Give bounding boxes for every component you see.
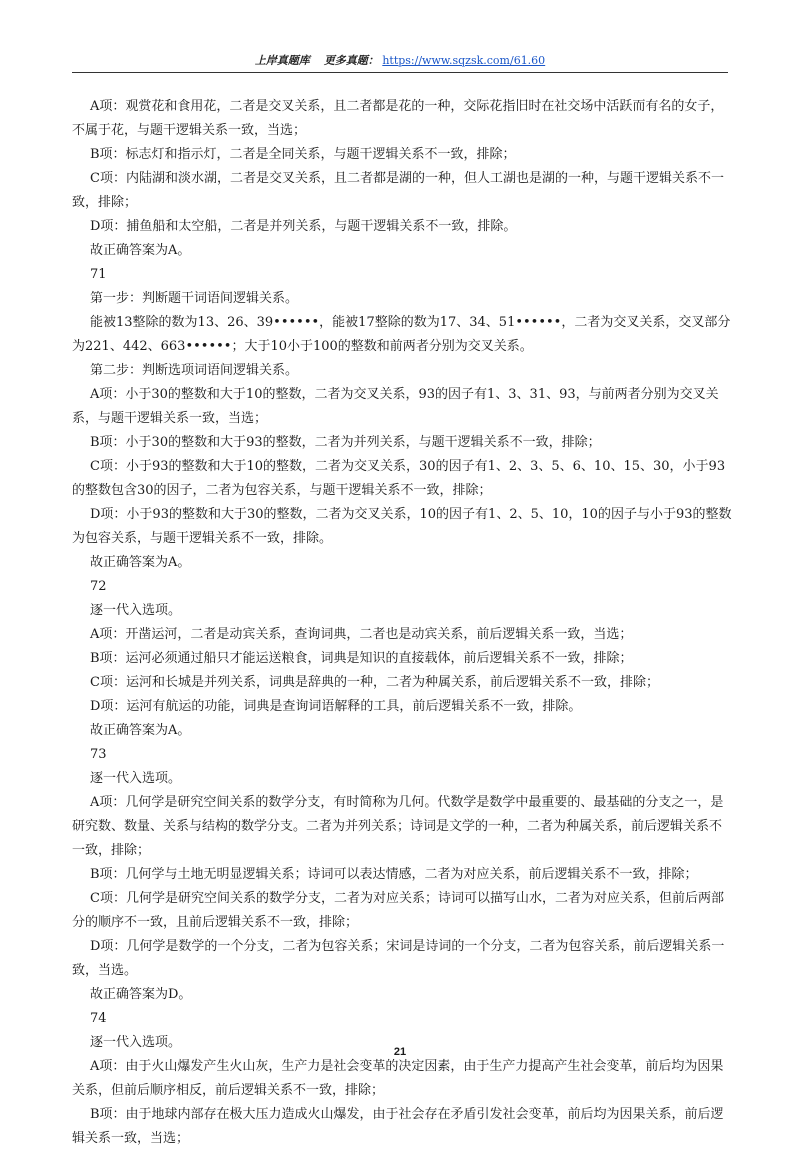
paragraph: D项：小于93的整数和大于30的整数，二者为交叉关系，10的因子有1、2、5、10，10的因子与小于93的整数为包容关系，与题干逻辑关系不一致，排除。 [72, 507, 732, 546]
paragraph: B项：标志灯和指示灯，二者是全同关系，与题干逻辑关系不一致，排除； [90, 147, 516, 162]
question-number: 73 [90, 747, 107, 762]
paragraph: 故正确答案为A。 [90, 243, 191, 258]
paragraph: 能被13整除的数为13、26、39••••••，能被17整除的数为17、34、51••••••，二者为交叉关系，交叉部分为221、442、663••••••；大于10小于100的整数和前两者分别为交叉关系。 [72, 315, 731, 354]
paragraph: D项：捕鱼船和太空船，二者是并列关系，与题干逻辑关系不一致，排除。 [90, 219, 517, 234]
paragraph: A项：观赏花和食用花，二者是交叉关系，且二者都是花的一种，交际花指旧时在社交场中活跃而有名的女子，不属于花，与题干逻辑关系一致，当选； [72, 99, 724, 138]
paragraph: 第一步：判断题干词语间逻辑关系。 [90, 291, 299, 306]
question-number: 72 [90, 579, 107, 594]
paragraph: C项：小于93的整数和大于10的整数，二者为交叉关系，30的因子有1、2、3、5、6、10、15、30，小于93的整数包含30的因子，二者为包容关系，与题干逻辑关系不一致，排除； [72, 459, 726, 498]
paragraph: A项：开凿运河，二者是动宾关系，查询词典，二者也是动宾关系，前后逻辑关系一致，当选； [90, 627, 633, 642]
paragraph: D项：几何学是数学的一个分支，二者为包容关系；宋词是诗词的一个分支，二者为包容关系，前后逻辑关系一致，当选。 [72, 939, 725, 978]
page-number: 21 [393, 1046, 407, 1058]
paragraph: 第二步：判断选项词语间逻辑关系。 [90, 363, 299, 378]
paragraph: A项：由于火山爆发产生火山灰，生产力是社会变革的决定因素，由于生产力提高产生社会变革，前后均为因果关系，但前后顺序相反，前后逻辑关系不一致，排除； [72, 1059, 724, 1098]
paragraph: C项：内陆湖和淡水湖，二者是交叉关系，且二者都是湖的一种，但人工湖也是湖的一种，与题干逻辑关系不一致，排除； [72, 171, 724, 210]
paragraph: 故正确答案为A。 [90, 723, 191, 738]
paragraph: C项：几何学是研究空间关系的数学分支，二者为对应关系；诗词可以描写山水，二者为对应关系，但前后两部分的顺序不一致，且前后逻辑关系不一致，排除； [72, 891, 724, 930]
question-number: 74 [90, 1011, 107, 1026]
paragraph: D项：运河有航运的功能，词典是查询词语解释的工具，前后逻辑关系不一致，排除。 [90, 699, 582, 714]
paragraph: 逐一代入选项。 [90, 771, 182, 786]
paragraph: A项：小于30的整数和大于10的整数，二者为交叉关系，93的因子有1、3、31、93，与前两者分别为交叉关系，与题干逻辑关系一致，当选； [72, 387, 719, 426]
header-link[interactable]: https://www.sqzsk.com/61.60 [382, 54, 546, 67]
paragraph: B项：由于地球内部存在极大压力造成火山爆发，由于社会存在矛盾引发社会变革，前后均为因果关系，前后逻辑关系一致，当选； [72, 1107, 724, 1146]
paragraph: B项：运河必须通过船只才能运送粮食，词典是知识的直接载体，前后逻辑关系不一致，排除； [90, 651, 633, 666]
paragraph: A项：几何学是研究空间关系的数学分支，有时简称为几何。代数学是数学中最重要的、最基础的分支之一，是研究数、数量、关系与结构的数学分支。二者为并列关系；诗词是文学的一种，二者为种属关系，前后逻辑关系不一致，排除； [72, 795, 724, 858]
paragraph: 逐一代入选项。 [90, 1035, 182, 1050]
paragraph: 故正确答案为D。 [90, 987, 192, 1002]
paragraph: C项：运河和长城是并列关系，词典是辞典的一种，二者为种属关系，前后逻辑关系不一致，排除； [90, 675, 659, 690]
paragraph: 故正确答案为A。 [90, 555, 191, 570]
page-header [72, 52, 728, 73]
paragraph: B项：几何学与土地无明显逻辑关系；诗词可以表达情感，二者为对应关系，前后逻辑关系不一致，排除； [90, 867, 698, 882]
paragraph: 逐一代入选项。 [90, 603, 182, 618]
header-brand: 上岸真题库 [254, 54, 310, 67]
question-number: 71 [90, 267, 107, 282]
paragraph: B项：小于30的整数和大于93的整数，二者为并列关系，与题干逻辑关系不一致，排除； [90, 435, 601, 450]
document-body [72, 95, 734, 1151]
header-more-label: 更多真题： [323, 54, 379, 67]
